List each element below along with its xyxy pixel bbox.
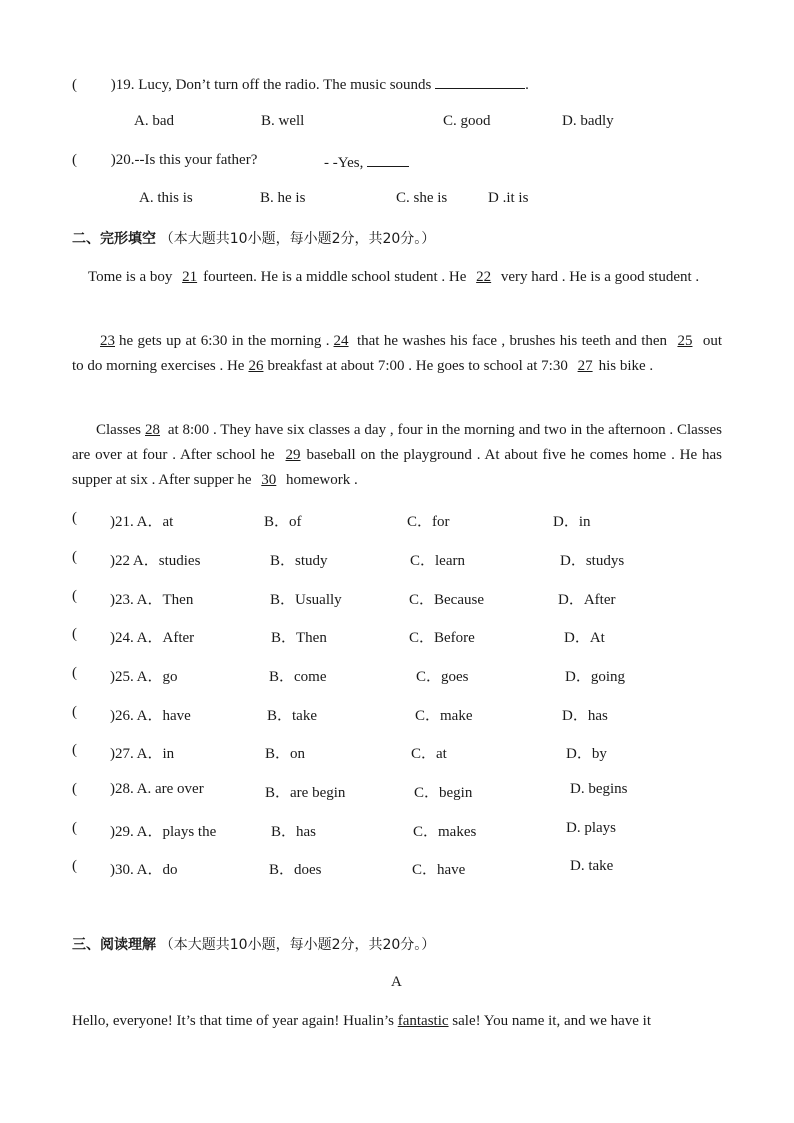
answer-paren[interactable]: ( <box>72 742 77 758</box>
passage-text: at 8:00 . They have six classes a day , four in the morning and two in the afternoon . Classes are over at four . After school he <box>72 422 722 463</box>
blank-25[interactable]: 25 <box>677 333 693 349</box>
option-c: C．make <box>415 708 473 724</box>
period: . <box>525 77 529 93</box>
passage-text: sale! You name it, and we have it <box>452 1013 652 1029</box>
option-a: )27. A．in <box>110 746 175 762</box>
answer-paren[interactable]: ( <box>72 549 77 565</box>
passage-paragraph-2 <box>72 329 722 379</box>
blank-30[interactable]: 30 <box>261 472 277 488</box>
option-d: D. begins <box>570 781 628 797</box>
passage-text: homework . <box>286 472 358 488</box>
passage-text: very hard . He is a good student . <box>500 269 700 285</box>
reading-passage-line <box>72 1013 724 1030</box>
option-c: C．for <box>407 514 450 530</box>
answer-paren[interactable]: ( <box>72 626 77 642</box>
question-row <box>72 588 616 608</box>
option-a: )30. A．do <box>110 862 178 878</box>
option-c: C．at <box>411 746 447 762</box>
question-row <box>72 549 625 569</box>
passage-text: Tome is a boy <box>88 269 173 285</box>
option-c: C．learn <box>410 553 465 569</box>
passage-paragraph-3 <box>72 418 722 493</box>
section-2-heading <box>72 228 435 248</box>
blank-24[interactable]: 24 <box>333 333 349 349</box>
option-d: D .it is <box>488 190 529 206</box>
option-c: C．begin <box>414 785 473 801</box>
option-a: )23. A．Then <box>110 592 194 608</box>
answer-blank[interactable] <box>435 74 525 89</box>
question-row <box>72 742 607 762</box>
option-d: D. plays <box>566 820 616 836</box>
question-row <box>72 510 591 530</box>
option-a: )22 A．studies <box>110 553 201 569</box>
passage-text: fourteen. He is a middle school student . He <box>203 269 467 285</box>
question-row <box>72 704 608 724</box>
answer-paren[interactable]: ( <box>72 704 77 720</box>
underlined-word: fantastic <box>397 1013 449 1029</box>
passage-text: breakfast at about 7:00 . He goes to school at 7:30 <box>267 358 568 374</box>
question-row <box>72 858 614 878</box>
blank-26[interactable]: 26 <box>248 358 264 374</box>
passage-paragraph-1 <box>72 265 722 290</box>
option-d: D．has <box>562 708 608 724</box>
option-c: C．Because <box>409 592 484 608</box>
blank-28[interactable]: 28 <box>145 422 160 438</box>
option-d: D．After <box>558 592 616 608</box>
question-19 <box>72 74 529 94</box>
option-a: A. bad <box>134 113 174 129</box>
blank-23[interactable]: 23 <box>100 333 115 349</box>
answer-paren: ( <box>72 152 77 168</box>
section-title: 二、完形填空 <box>72 231 156 247</box>
option-c: C．have <box>412 862 466 878</box>
section-title: 三、阅读理解 <box>72 937 156 953</box>
answer-paren: ( <box>72 77 77 93</box>
option-b: B．come <box>269 669 327 685</box>
question-row <box>72 820 616 840</box>
question-row <box>72 781 628 801</box>
option-b: B．on <box>265 746 306 762</box>
passage-label: A <box>391 974 402 990</box>
blank-27[interactable]: 27 <box>577 358 593 374</box>
option-a: A. this is <box>139 190 193 206</box>
passage-text: Hello, everyone! It’s that time of year again! Hualin’s <box>72 1013 394 1029</box>
option-c: C. good <box>443 113 491 129</box>
answer-paren[interactable]: ( <box>72 858 77 874</box>
option-b: B．take <box>267 708 317 724</box>
question-stem: )20.--Is this your father? <box>110 152 258 168</box>
reply-text: - -Yes, <box>324 155 364 171</box>
option-a: )21. A．at <box>110 514 174 530</box>
option-c: C. she is <box>396 190 448 206</box>
option-d: D．in <box>553 514 591 530</box>
blank-29[interactable]: 29 <box>285 447 301 463</box>
passage-text: baseball on the playground . At about five he comes home . He has supper at six . After supper he <box>72 447 723 488</box>
section-note: （本大题共10小题，每小题2分，共20分。） <box>159 937 436 953</box>
section-note: （本大题共10小题，每小题2分，共20分。） <box>159 231 436 247</box>
answer-paren[interactable]: ( <box>72 820 77 836</box>
section-3-heading <box>72 934 435 954</box>
question-stem: )19. Lucy, Don’t turn off the radio. The music sounds <box>110 77 432 93</box>
option-b: B．study <box>270 553 328 569</box>
question-row <box>72 626 605 646</box>
option-b: B. he is <box>260 190 306 206</box>
answer-paren[interactable]: ( <box>72 665 77 681</box>
option-a: )24. A．After <box>110 630 195 646</box>
passage-text: out to do morning exercises . He <box>72 333 723 374</box>
option-d: D. take <box>570 858 614 874</box>
option-d: D．going <box>565 669 626 685</box>
option-c: C．makes <box>413 824 477 840</box>
option-a: )26. A．have <box>110 708 191 724</box>
option-a: )25. A．go <box>110 669 178 685</box>
answer-blank[interactable] <box>367 152 409 167</box>
option-b: B．does <box>269 862 322 878</box>
passage-text: he gets up at 6:30 in the morning . <box>119 333 330 349</box>
option-b: B. well <box>261 113 305 129</box>
option-a: )29. A．plays the <box>110 824 217 840</box>
blank-21[interactable]: 21 <box>182 269 198 285</box>
answer-paren[interactable]: ( <box>72 781 77 797</box>
option-d: D．studys <box>560 553 625 569</box>
option-b: B．has <box>271 824 317 840</box>
passage-text: his bike . <box>598 358 654 374</box>
blank-22[interactable]: 22 <box>476 269 492 285</box>
option-b: B．Then <box>271 630 327 646</box>
question-20-reply <box>324 152 409 172</box>
option-b: B．are begin <box>265 785 346 801</box>
option-b: B．Usually <box>270 592 342 608</box>
option-d: D．At <box>564 630 605 646</box>
option-d: D. badly <box>562 113 614 129</box>
option-c: C．Before <box>409 630 475 646</box>
option-c: C．goes <box>416 669 469 685</box>
question-row <box>72 665 626 685</box>
option-d: D．by <box>566 746 607 762</box>
option-b: B．of <box>264 514 302 530</box>
passage-text: Classes <box>96 422 141 438</box>
answer-paren[interactable]: ( <box>72 588 77 604</box>
passage-text: that he washes his face , brushes his teeth and then <box>356 333 668 349</box>
question-20 <box>72 152 257 169</box>
option-a: )28. A. are over <box>110 781 204 797</box>
answer-paren[interactable]: ( <box>72 510 77 526</box>
